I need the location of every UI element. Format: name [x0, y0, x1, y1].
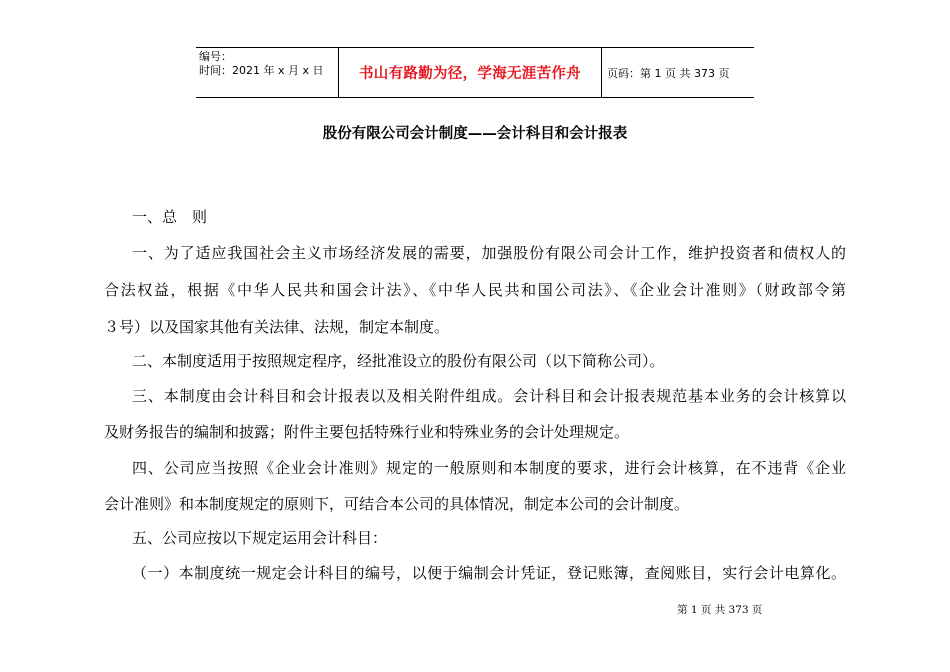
header-page-code: 页码：第 1 页 共 373 页	[607, 66, 730, 80]
section-heading: 一、总 则	[132, 208, 208, 226]
paragraph-2-line-1: 二、本制度适用于按照规定程序，经批准设立的股份有限公司（以下简称公司）。	[132, 352, 665, 370]
paragraph-1-line-3: ３号）以及国家其他有关法律、法规，制定本制度。	[104, 318, 450, 336]
paragraph-4-line-1: 四、公司应当按照《企业会计准则》规定的一般原则和本制度的要求，进行会计核算，在不违背《企业	[132, 459, 846, 477]
paragraph-3-line-1: 三、本制度由会计科目和会计报表以及相关附件组成。会计科目和会计报表规范基本业务的会计核算以	[132, 387, 846, 405]
paragraph-4-line-2: 会计准则》和本制度规定的原则下，可结合本公司的具体情况，制定本公司的会计制度。	[104, 495, 690, 513]
paragraph-6-line-1: （一）本制度统一规定会计科目的编号，以便于编制会计凭证，登记账簿，查阅账目，实行会计电算化。	[132, 564, 846, 582]
paragraph-3-line-2: 及财务报告的编制和披露；附件主要包括特殊行业和特殊业务的会计处理规定。	[104, 423, 630, 441]
document-header-table	[196, 47, 754, 98]
document-number-label: 编号：	[199, 50, 232, 63]
document-title: 股份有限公司会计制度——会计科目和会计报表	[322, 126, 628, 142]
paragraph-1-line-1: 一、为了适应我国社会主义市场经济发展的需要，加强股份有限公司会计工作，维护投资者和债权人的	[132, 244, 846, 262]
header-meta-cell	[196, 48, 339, 97]
header-motto: 书山有路勤为径，学海无涯苦作舟	[339, 48, 602, 97]
document-time-label: 时间：2021 年 x 月 x 日	[199, 64, 324, 77]
paragraph-1-line-2: 合法权益，根据《中华人民共和国会计法》、《中华人民共和国公司法》、《企业会计准则》（财政部令第	[104, 281, 846, 299]
page-footer: 第 1 页 共 373 页	[677, 604, 763, 616]
paragraph-5-line-1: 五、公司应按以下规定运用会计科目：	[132, 529, 388, 547]
